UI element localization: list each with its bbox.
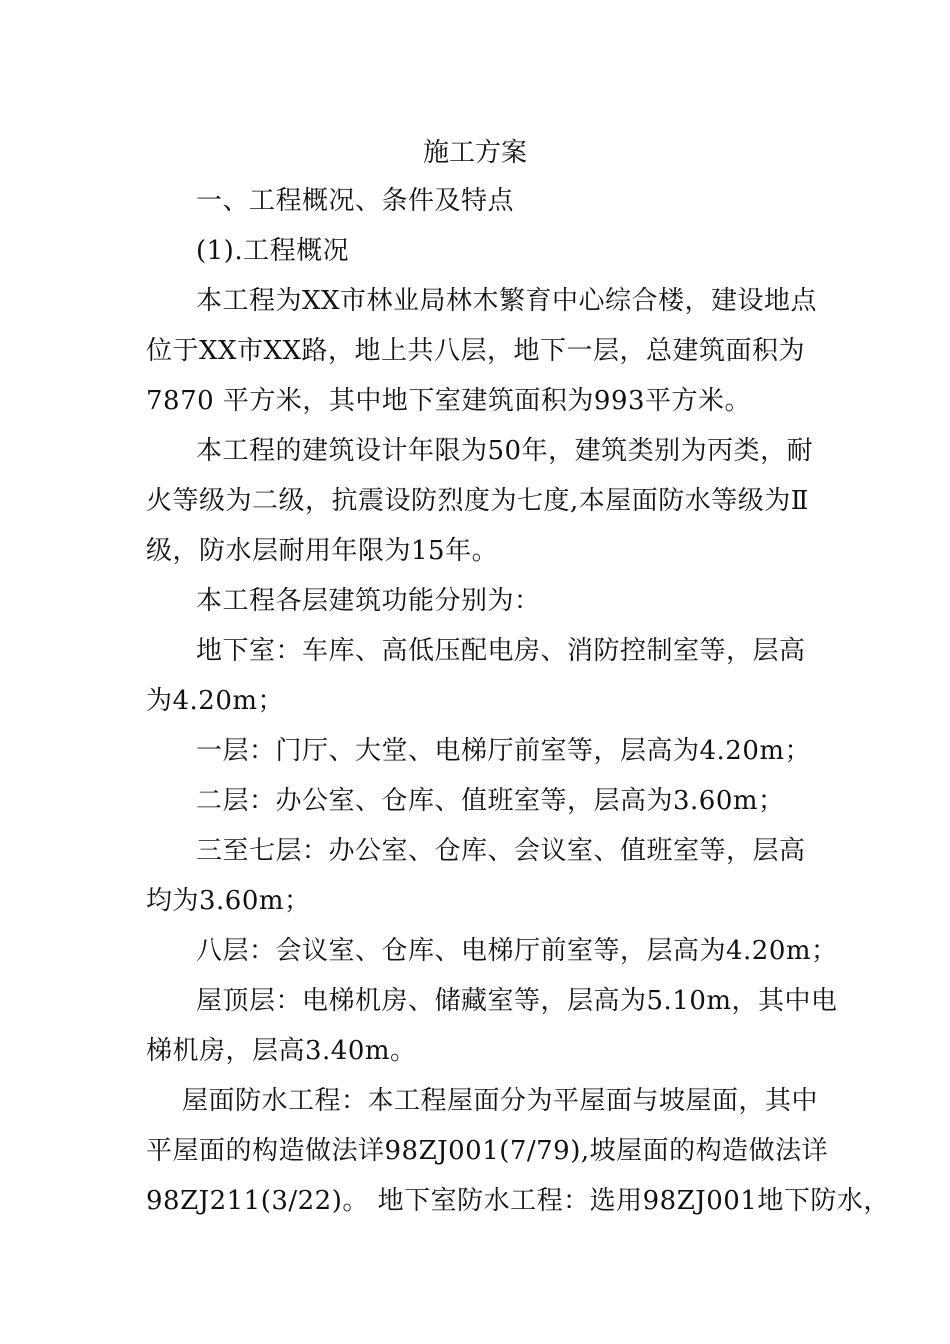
paragraph-line: 屋面防水工程：本工程屋面分为平屋面与坡屋面，其中 bbox=[182, 1086, 819, 1116]
paragraph-line: 八层：会议室、仓库、电梯厅前室等，层高为4.20m； bbox=[196, 936, 838, 966]
section-heading: 一、工程概况、条件及特点 bbox=[196, 186, 515, 216]
paragraph-line: 二层：办公室、仓库、值班室等，层高为3.60m； bbox=[196, 786, 785, 816]
paragraph-line: 位于XX市XX路，地上共八层，地下一层，总建筑面积为 bbox=[146, 336, 806, 366]
paragraph-line: 为4.20m； bbox=[146, 686, 285, 716]
paragraph-line: 本工程各层建筑功能分别为： bbox=[196, 586, 541, 616]
document-title: 施工方案 bbox=[422, 138, 527, 168]
paragraph-line: 梯机房，层高3.40m。 bbox=[146, 1036, 417, 1066]
paragraph-line: 地下室：车库、高低压配电房、消防控制室等，层高 bbox=[196, 636, 806, 666]
paragraph-line: 屋顶层：电梯机房、储藏室等，层高为5.10m，其中电 bbox=[196, 986, 838, 1016]
paragraph-line: 本工程为XX市林业局林木繁育中心综合楼，建设地点 bbox=[196, 286, 818, 316]
paragraph-line: 7870 平方米，其中地下室建筑面积为993平方米。 bbox=[146, 386, 752, 416]
paragraph-line: 火等级为二级，抗震设防烈度为七度,本屋面防水等级为Ⅱ bbox=[146, 486, 809, 516]
paragraph-line: 平屋面的构造做法详98ZJ001(7/79),坡屋面的构造做法详 bbox=[146, 1136, 829, 1166]
paragraph-line: 一层：门厅、大堂、电梯厅前室等，层高为4.20m； bbox=[196, 736, 812, 766]
paragraph-line: 级，防水层耐用年限为15年。 bbox=[146, 536, 499, 566]
paragraph-line: 三至七层：办公室、仓库、会议室、值班室等，层高 bbox=[196, 836, 806, 866]
paragraph-line: 98ZJ211(3/22)。 地下室防水工程：选用98ZJ001地下防水， bbox=[146, 1186, 890, 1216]
paragraph-line: 本工程的建筑设计年限为50年，建筑类别为丙类，耐 bbox=[196, 436, 814, 466]
subsection-heading: (1).工程概况 bbox=[196, 236, 350, 266]
paragraph-line: 均为3.60m； bbox=[146, 886, 311, 916]
